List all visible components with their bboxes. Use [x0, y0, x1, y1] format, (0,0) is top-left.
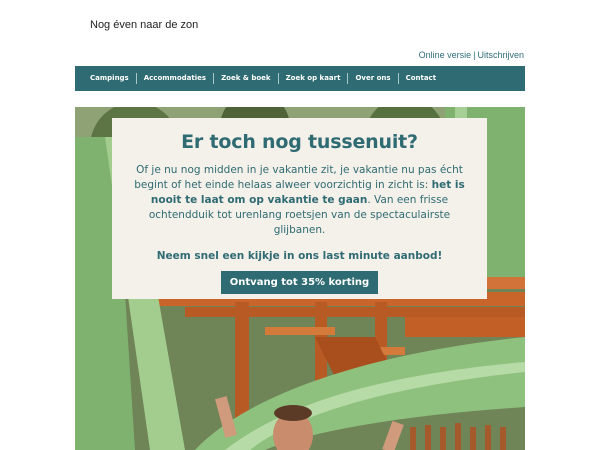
unsubscribe-link[interactable]: Uitschrijven	[477, 50, 524, 60]
nav-item-zoek-op-kaart[interactable]: Zoek op kaart	[279, 73, 349, 84]
promo-body-part1: Of je nu nog midden in je vakantie zit, je vakantie nu pas écht begint of het einde helaas alweer voorzichtig in zicht is:	[134, 164, 463, 191]
top-links	[419, 50, 524, 60]
promo-card	[112, 118, 487, 299]
link-separator: |	[473, 50, 476, 60]
online-version-link[interactable]: Online versie	[418, 50, 472, 60]
promo-cta-line: Neem snel een kijkje in ons last minute aanbod!	[156, 250, 443, 262]
promo-body-part2: . Van een frisse ochtendduik tot urenlang roetsjen van de spectaculairste glijbanen.	[148, 194, 451, 236]
promo-body-bold: het is nooit te laat om op vakantie te gaan	[150, 179, 465, 206]
discount-cta-button[interactable]: Ontvang tot 35% korting	[221, 271, 378, 294]
main-navigation	[75, 66, 525, 91]
nav-item-accommodaties[interactable]: Accommodaties	[137, 73, 214, 84]
nav-item-contact[interactable]: Contact	[405, 74, 437, 82]
preheader-text: Nog éven naar de zon	[90, 19, 199, 31]
promo-title: Er toch nog tussenuit?	[181, 131, 418, 153]
nav-item-over-ons[interactable]: Over ons	[348, 73, 398, 84]
nav-item-campings[interactable]: Campings	[83, 73, 137, 84]
nav-item-zoek-boek[interactable]: Zoek & boek	[214, 73, 279, 84]
promo-body	[126, 163, 474, 238]
